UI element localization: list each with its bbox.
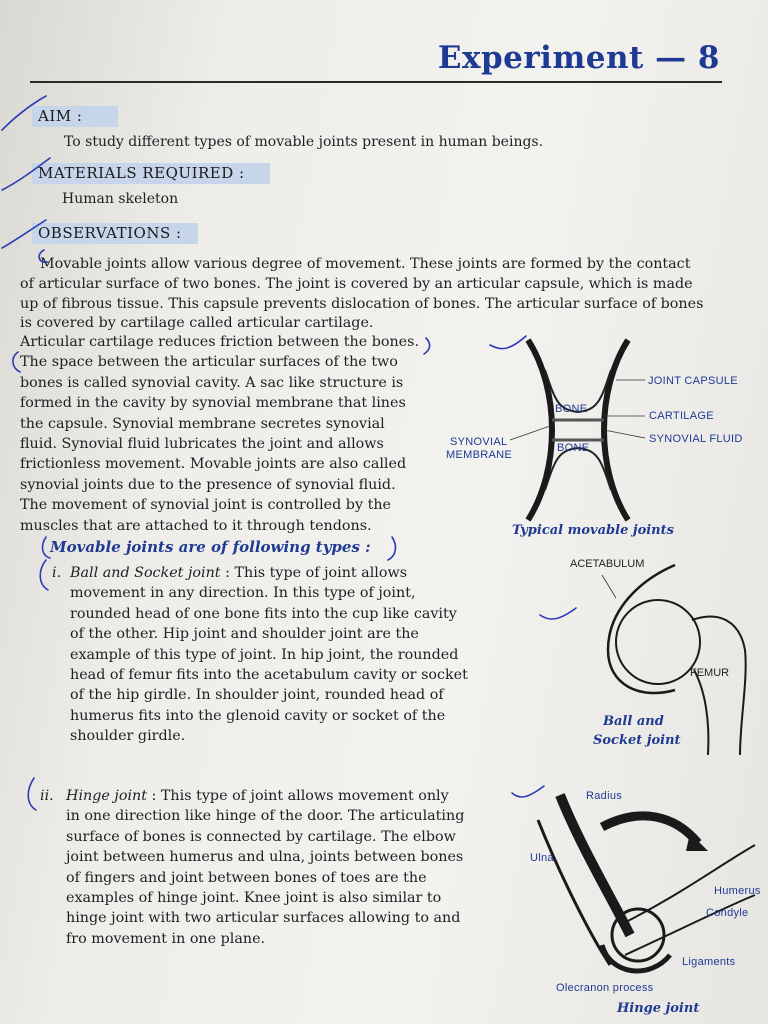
materials-heading: MATERIALS REQUIRED : [32, 163, 270, 184]
types-heading: Movable joints are of following types : [50, 538, 371, 556]
bracket-mark [28, 778, 36, 810]
hinge-line: of fingers and joint between bones of toes are the [66, 869, 427, 886]
page-title: Experiment — 8 [437, 40, 720, 76]
label-bone-bottom: BONE [557, 442, 590, 454]
hinge-line: examples of hinge joint. Knee joint is also similar to [66, 890, 442, 907]
label-acetabulum: ACETABULUM [570, 558, 645, 570]
ball-number: i. [52, 565, 62, 581]
obs-narrow-line: muscles that are attached to it through tendons. [20, 517, 372, 534]
label-bone-top: BONE [555, 403, 588, 415]
hinge-line: joint between humerus and ulna, joints between bones [66, 849, 464, 866]
cartilage [552, 420, 604, 440]
typical-caption: Typical movable joints [512, 523, 674, 538]
ball-line: rounded head of one bone fits into the cup like cavity [70, 605, 457, 622]
obs-narrow-line: synovial joints due to the presence of synovial fluid. [20, 476, 396, 493]
ball-socket-diagram [580, 560, 760, 760]
hinge-line: : This type of joint allows movement only [151, 788, 449, 804]
label-cartilage: CARTILAGE [649, 410, 714, 422]
ball-line: shoulder girdle. [70, 728, 186, 745]
obs-line-3: up of fibrous tissue. This capsule prevents dislocation of bones. The articular surface of bones [20, 296, 704, 312]
aim-heading: AIM : [32, 106, 118, 127]
obs-narrow-line: the capsule. Synovial membrane secretes synovial [20, 415, 385, 432]
movement-arrow [602, 816, 698, 843]
title-rule [30, 81, 722, 83]
bone-bottom [545, 448, 611, 490]
label-synovial-membrane-2: MEMBRANE [446, 449, 512, 461]
obs-narrow-line: formed in the cavity by synovial membrane that lines [20, 395, 406, 412]
label-condyle: Condyle [706, 907, 749, 919]
femur-head [616, 600, 700, 684]
ball-caption-1: Ball and [603, 714, 664, 729]
materials-text: Human skeleton [62, 191, 179, 207]
ball-caption-2: Socket joint [593, 733, 681, 748]
ball-line: head of femur fits into the acetabulum cavity or socket [70, 667, 468, 684]
label-humerus: Humerus [714, 885, 761, 897]
bracket-mark [388, 537, 395, 560]
typical-joint-diagram [500, 330, 750, 530]
obs-narrow-line: frictionless movement. Movable joints are also called [20, 456, 407, 473]
obs-narrow-line: The movement of synovial joint is controlled by the [20, 497, 391, 514]
obs-line-4: is covered by cartilage called articular cartilage. [20, 315, 374, 331]
obs-line-2: of articular surface of two bones. The joint is covered by an articular capsule, which is made [20, 276, 693, 292]
label-ulna: Ulna [530, 852, 554, 864]
obs-line-1: Movable joints allow various degree of movement. These joints are formed by the contact [40, 256, 691, 272]
hinge-line: surface of bones is connected by cartilage. The elbow [66, 828, 456, 845]
label-joint-capsule: JOINT CAPSULE [648, 375, 738, 387]
bracket-mark [13, 352, 20, 372]
joint-capsule-left [528, 340, 552, 520]
aim-text: To study different types of movable joints present in human beings. [64, 134, 544, 150]
hinge-line: in one direction like hinge of the door. The articulating [66, 808, 465, 825]
joint-capsule-right [604, 340, 628, 520]
bracket-mark [40, 560, 48, 590]
obs-narrow-paragraph [20, 332, 440, 536]
obs-narrow-line: bones is called synovial cavity. A sac like structure is [20, 374, 404, 391]
ball-line: : This type of joint allows [225, 565, 408, 581]
obs-narrow-line: fluid. Synovial fluid lubricates the joint and allows [20, 436, 384, 453]
hinge-caption: Hinge joint [617, 1001, 700, 1016]
ball-line: humerus fits into the glenoid cavity or socket of the [70, 707, 446, 724]
ball-paragraph [70, 563, 510, 747]
ball-line: example of this type of joint. In hip joint, the rounded [70, 646, 459, 663]
ulna-bone [538, 820, 610, 965]
obs-narrow-line: Articular cartilage reduces friction between the bones. [20, 334, 420, 350]
ball-line: movement in any direction. In this type of joint, [70, 585, 416, 602]
observations-heading: OBSERVATIONS : [32, 223, 198, 244]
condyle [612, 909, 664, 961]
hinge-title: Hinge joint [66, 788, 147, 804]
ball-line: of the hip girdle. In shoulder joint, rounded head of [70, 687, 444, 704]
hinge-number: ii. [40, 788, 54, 804]
ball-line: of the other. Hip joint and shoulder joint are the [70, 626, 419, 643]
bracket-mark [43, 537, 50, 558]
label-radius: Radius [586, 790, 623, 802]
label-synovial-fluid: SYNOVIAL FLUID [649, 433, 743, 445]
label-olecranon: Olecranon process [556, 982, 654, 994]
check-mark [540, 608, 576, 619]
obs-narrow-line: The space between the articular surfaces of the two [20, 354, 398, 371]
hinge-paragraph [66, 786, 516, 949]
label-synovial-membrane-1: SYNOVIAL [450, 436, 508, 448]
label-ligaments: Ligaments [682, 956, 736, 968]
ball-title: Ball and Socket joint [70, 565, 221, 581]
hinge-line: hinge joint with two articular surfaces allowing to and [66, 910, 461, 927]
hinge-line: fro movement in one plane. [66, 930, 266, 947]
label-femur: FEMUR [690, 667, 730, 679]
